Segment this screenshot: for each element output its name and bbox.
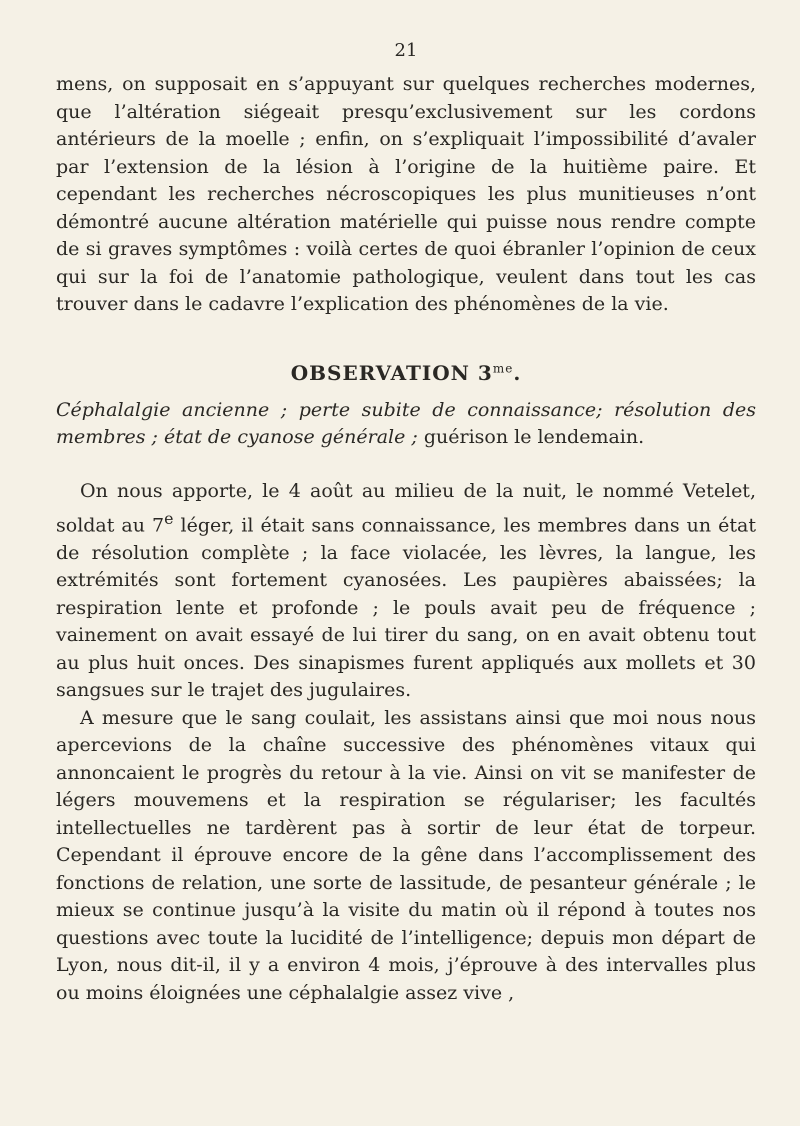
document-page xyxy=(56,40,756,1007)
summary-plain: guérison le lendemain. xyxy=(417,426,645,448)
paragraph-1-rest: léger, il était sans connaissance, les membres dans un état de résolution complète ; la face violacée, les lèvres, la langue, les extrémités sont fortement cyanosées. Les paupières abaissées; la respiration lente et profonde ; le pouls avait peu de fréquence ; vainement on avait essayé de lui tirer du sang, on en avait obtenu tout au plus huit onces. Des sinapismes furent appliqués aux mollets et 30 sangsues sur le trajet des jugulaires. xyxy=(56,514,756,702)
observation-title-period: . xyxy=(513,360,522,385)
observation-title-sup: me xyxy=(492,360,514,375)
summary-italic: Céphalalgie ancienne ; perte subite de connaissance; résolution des membres ; état de cyanose générale ; xyxy=(56,398,756,448)
observation-title: OBSERVATION 3 xyxy=(290,360,493,385)
observation-summary xyxy=(56,397,756,452)
paragraph-2: A mesure que le sang coulait, les assistans ainsi que moi nous nous apercevions de la chaîne successive des phénomènes vitaux qui annoncaient le progrès du retour à la vie. Ainsi on vit se manifester de légers mouvemens et la respiration se régulariser; les facultés intellectuelles ne tardèrent pas à sortir de leur état de torpeur. Cependant il éprouve encore de la gêne dans l’accomplissement des fonctions de relation, une sorte de lassitude, de pesanteur générale ; le mieux se continue jusqu’à la visite du matin où il répond à toutes nos questions avec toute la lucidité de l’intelligence; depuis mon départ de Lyon, nous dit-il, il y a environ 4 mois, j’éprouve à des intervalles plus ou moins éloignées une céphalalgie assez vive , xyxy=(56,706,756,1004)
paragraph-1 xyxy=(56,478,756,705)
paragraph-1-start: On nous apporte, le 4 août au milieu de la nuit, le nommé Vetelet, soldat au 7 xyxy=(56,479,756,537)
observation-heading xyxy=(56,361,756,385)
intro-paragraph: mens, on supposait en s’appuyant sur quelques recherches modernes, que l’altération siégeait presqu’exclusivement sur les cordons antérieurs de la moelle ; enfin, on s’expliquait l’impossibilité d’avaler par l’extension de la lésion à l’origine de la huitième paire. Et cependant les recherches nécroscopiques les plus munitieuses n’ont démontré aucune altération matérielle qui puisse nous rendre compte de si graves symptômes : voilà certes de quoi ébranler l’opinion de ceux qui sur la foi de l’anatomie pathologique, veulent dans tout les cas trouver dans le cadavre l’explication des phénomènes de la vie. xyxy=(56,73,756,315)
page-number: 21 xyxy=(394,40,418,61)
paragraph-1-sup: e xyxy=(164,509,174,528)
